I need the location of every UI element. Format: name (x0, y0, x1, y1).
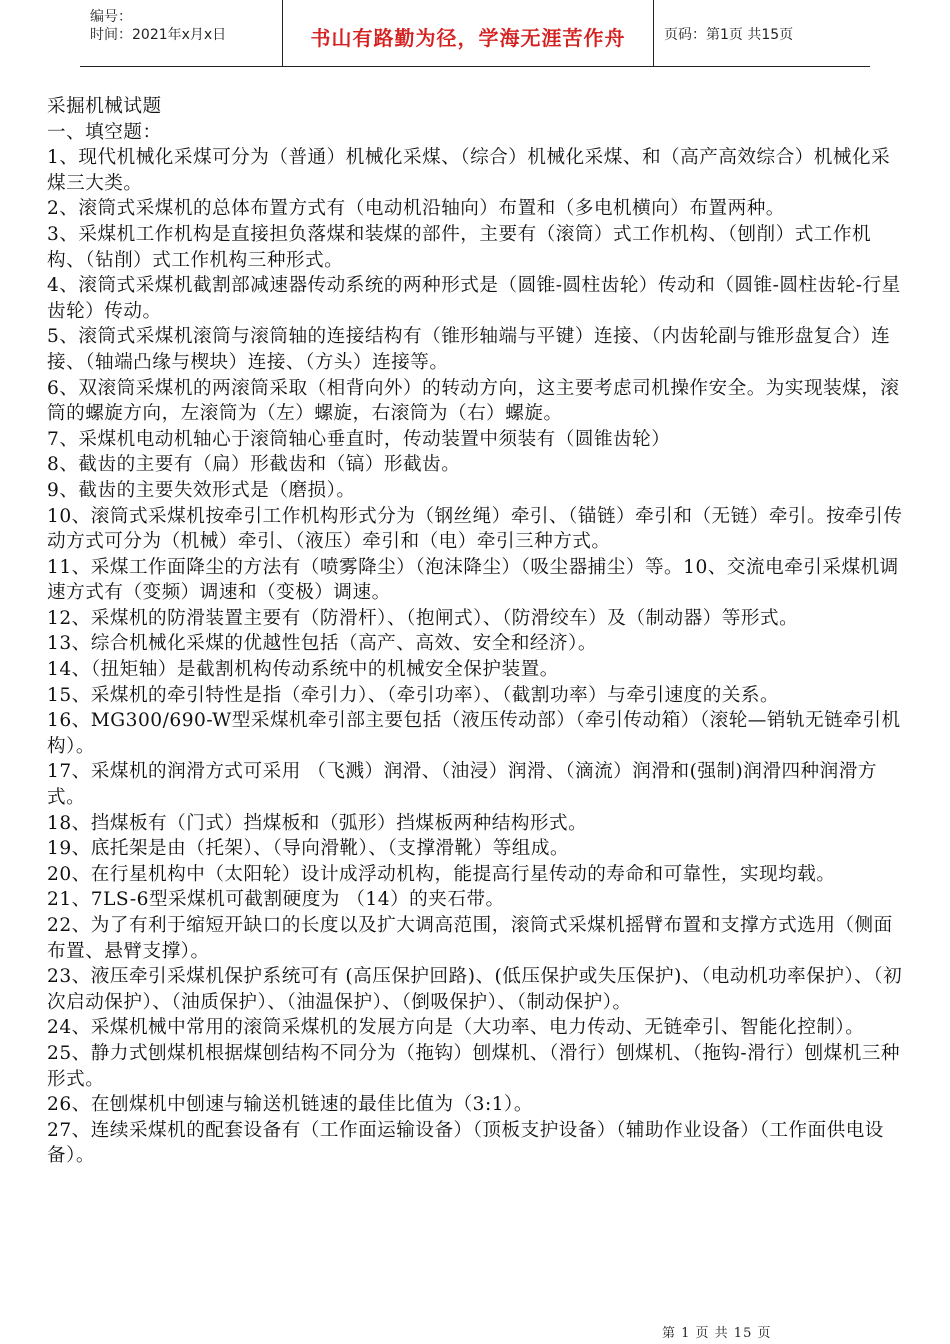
header-page-cell (654, 0, 870, 66)
doc-number-label: 编号： (90, 9, 132, 25)
document-title: 采掘机械试题 (47, 96, 162, 117)
question-item: 9、截齿的主要失效形式是（磨损）。 (47, 479, 356, 501)
question-item: 13、综合机械化采煤的优越性包括（高产、高效、安全和经济）。 (47, 633, 597, 655)
question-item: 25、静力式刨煤机根据煤刨结构不同分为（拖钩）刨煤机、（滑行）刨煤机、（拖钩-滑行）刨煤机三种形式。 (47, 1042, 900, 1090)
question-item: 26、在刨煤机中刨速与输送机链速的最佳比值为（3:1）。 (47, 1094, 533, 1116)
header-motto: 书山有路勤为径，学海无涯苦作舟 (310, 26, 626, 50)
question-item: 8、截齿的主要有（扁）形截齿和（镐）形截齿。 (47, 454, 461, 476)
page-footer: 第 1 页 共 15 页 (662, 1326, 772, 1341)
question-item: 10、滚筒式采煤机按牵引工作机构形式分为（钢丝绳）牵引、（锚链）牵引和（无链）牵引。按牵引传动方式可分为（机械）牵引、（液压）牵引和（电）牵引三种方式。 (47, 505, 903, 553)
question-item: 16、MG300/690-W型采煤机牵引部主要包括（液压传动部）（牵引传动箱）（滚轮—销轨无链牵引机构）。 (47, 710, 901, 757)
section-heading: 一、填空题： (47, 121, 162, 143)
question-item: 27、连续采煤机的配套设备有（工作面运输设备）（顶板支护设备）（辅助作业设备）（工作面供电设备）。 (47, 1119, 884, 1167)
question-item: 4、滚筒式采煤机截割部减速器传动系统的两种形式是（圆锥-圆柱齿轮）传动和（圆锥-圆柱齿轮-行星齿轮）传动。 (47, 275, 901, 322)
doc-time-label: 时间：2021年x月x日 (90, 27, 227, 43)
question-item: 17、采煤机的润滑方式可采用 （飞溅）润滑、（油浸）润滑、（滴流）润滑和(强制)润滑四种润滑方式。 (47, 761, 877, 809)
header-page-info: 页码：第1页 共15页 (664, 27, 794, 43)
question-item: 23、液压牵引采煤机保护系统可有 (高压保护回路)、(低压保护或失压保护)、（电动机功率保护）、（初次启动保护）、（油质保护）、（油温保护）、（倒吸保护）、（制动保护）。 (47, 966, 903, 1013)
question-list (47, 145, 907, 1169)
question-item: 20、在行星机构中（太阳轮）设计成浮动机构，能提高行星传动的寿命和可靠性，实现均载。 (47, 863, 836, 885)
question-item: 5、滚筒式采煤机滚筒与滚筒轴的连接结构有（锥形轴端与平键）连接、（内齿轮副与锥形盘复合）连接、（轴端凸缘与楔块）连接、（方头）连接等。 (47, 326, 891, 373)
document-body (47, 94, 907, 1169)
question-item: 1、现代机械化采煤可分为（普通）机械化采煤、（综合）机械化采煤、和（高产高效综合）机械化采煤三大类。 (47, 147, 891, 194)
header-motto-cell (282, 0, 654, 66)
header-meta (80, 0, 280, 66)
question-item: 18、挡煤板有（门式）挡煤板和（弧形）挡煤板两种结构形式。 (47, 812, 588, 834)
question-item: 19、底托架是由（托架）、（导向滑靴）、（支撑滑靴）等组成。 (47, 838, 570, 860)
question-item: 12、采煤机的防滑装置主要有（防滑杆）、（抱闸式）、（防滑绞车）及（制动器）等形式。 (47, 607, 799, 629)
question-item: 21、7LS-6型采煤机可截割硬度为 （14）的夹石带。 (47, 889, 505, 911)
question-item: 11、采煤工作面降尘的方法有（喷雾降尘）（泡沫降尘）（吸尘器捕尘）等。10、交流电牵引采煤机调速方式有（变频）调速和（变极）调速。 (47, 556, 899, 604)
question-item: 6、双滚筒采煤机的两滚筒采取（相背向外）的转动方向，这主要考虑司机操作安全。为实现装煤，滚筒的螺旋方向，左滚筒为（左）螺旋，右滚筒为（右）螺旋。 (47, 377, 900, 425)
question-item: 14、（扭矩轴）是截割机构传动系统中的机械安全保护装置。 (47, 659, 559, 681)
question-item: 24、采煤机械中常用的滚筒采煤机的发展方向是（大功率、电力传动、无链牵引、智能化控制）。 (47, 1017, 865, 1039)
question-item: 15、采煤机的牵引特性是指（牵引力）、（牵引功率）、（截割功率）与牵引速度的关系。 (47, 684, 780, 706)
question-item: 2、滚筒式采煤机的总体布置方式有（电动机沿轴向）布置和（多电机横向）布置两种。 (47, 198, 785, 220)
page-header (80, 0, 870, 67)
question-item: 3、采煤机工作机构是直接担负落煤和装煤的部件，主要有（滚筒）式工作机构、（刨削）式工作机构、（钻削）式工作机构三种形式。 (47, 223, 872, 271)
question-item: 22、为了有利于缩短开缺口的长度以及扩大调高范围，滚筒式采煤机摇臂布置和支撑方式选用（侧面布置、悬臂支撑）。 (47, 915, 893, 962)
question-item: 7、采煤机电动机轴心于滚筒轴心垂直时，传动装置中须装有（圆锥齿轮） (47, 428, 671, 450)
